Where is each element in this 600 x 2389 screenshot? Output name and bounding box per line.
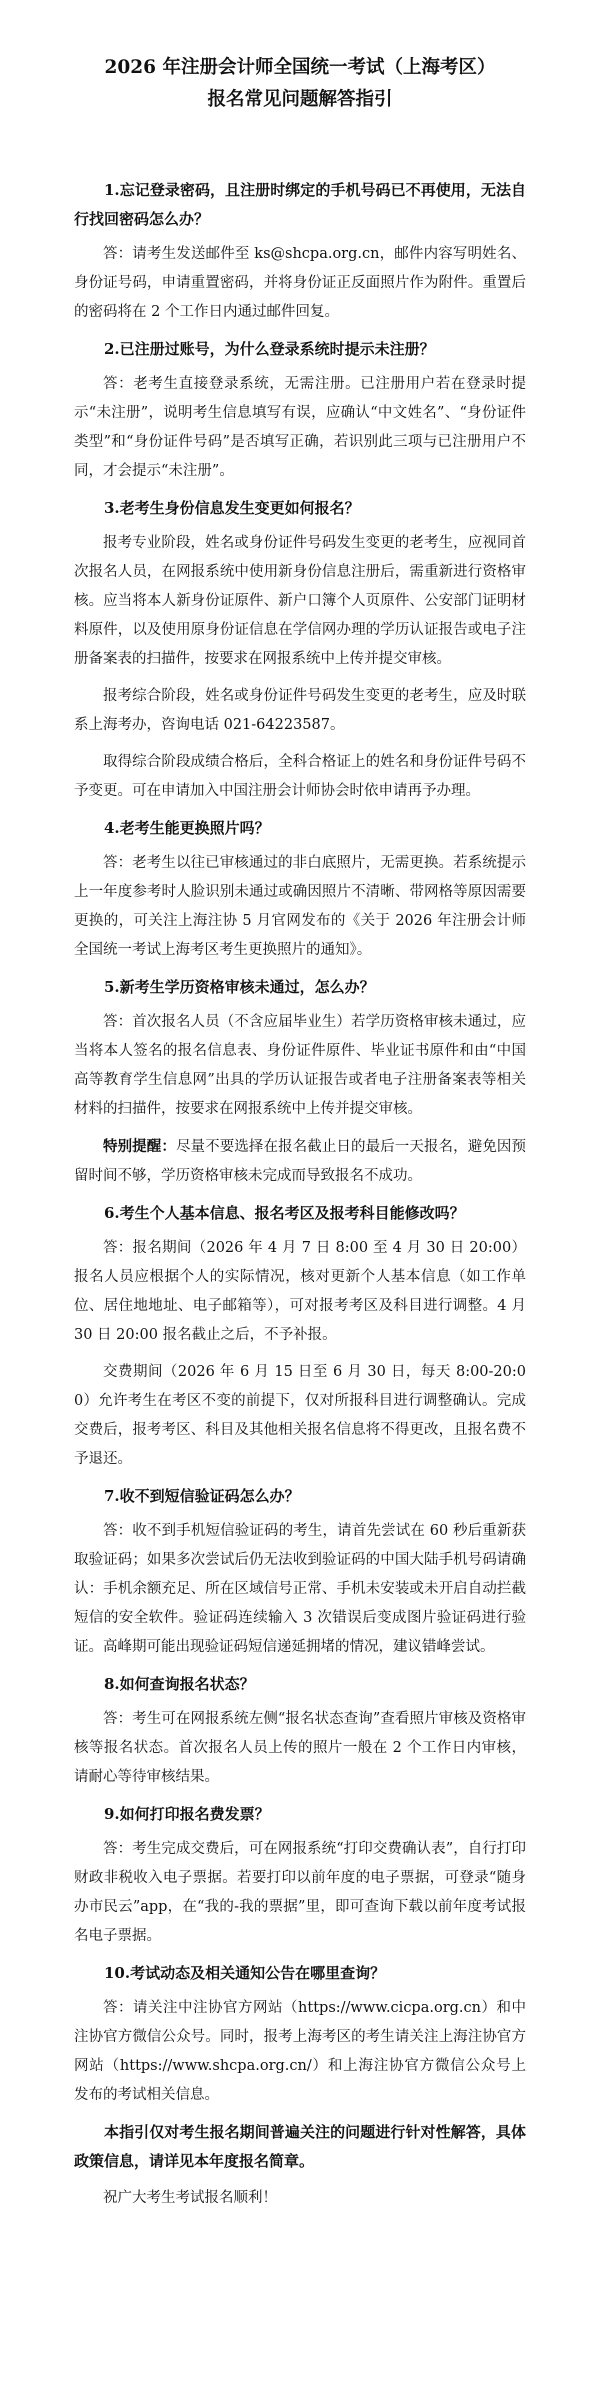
answer-paragraph bbox=[74, 1008, 526, 1124]
answer-text: 答：老考生以往已审核通过的非白底照片，无需更换。若系统提示上一年度参考时人脸识别未通过或确因照片不清晰、带网格等原因需要更换的，可关注上海注协 5 月官网发布的《关于 2026 年注册会计师全国统一考试上海考区考生更换照片的通知》。 bbox=[74, 855, 526, 958]
question-heading: 1.忘记登录密码，且注册时绑定的手机号码已不再使用，无法自行找回密码怎么办？ bbox=[74, 181, 526, 228]
answer-paragraph bbox=[74, 1835, 526, 1951]
answer-text: 答：请关注中注协官方网站（https://www.cicpa.org.cn）和中注协官方微信公众号。同时，报考上海考区的考生请关注上海注协官方网站（https://www.shcpa.org.cn/）和上海注协官方微信公众号上发布的考试相关信息。 bbox=[74, 2000, 526, 2103]
answer-text: 报考专业阶段，姓名或身份证件号码发生变更的老考生，应视同首次报名人员，在网报系统中使用新身份信息注册后，需重新进行资格审核。应当将本人新身份证原件、新户口簿个人页原件、公安部门证明材料原件，以及使用原身份证信息在学信网办理的学历认证报告或电子注册备案表的扫描件，按要求在网报系统中上传并提交审核。 bbox=[74, 535, 526, 667]
question-heading: 8.如何查询报名状态？ bbox=[104, 1675, 255, 1693]
question-heading: 3.老考生身份信息发生变更如何报名？ bbox=[104, 499, 360, 517]
document-title: 2026 年注册会计师全国统一考试（上海考区） bbox=[104, 57, 496, 78]
farewell-text: 祝广大考生考试报名顺利！ bbox=[103, 2190, 277, 2206]
answer-text: 答：老考生直接登录系统，无需注册。已注册用户若在登录时提示“未注册”，说明考生信息填写有误，应确认“中文姓名”、“身份证件类型”和“身份证件号码”是否填写正确，若识别此三项与已注册用户不同，才会提示“未注册”。 bbox=[74, 376, 526, 479]
answer-text: 尽量不要选择在报名截止日的最后一天报名，避免因预留时间不够，学历资格审核未完成而导致报名不成功。 bbox=[74, 1139, 527, 1184]
answer-text: 交费期间（2026 年 6 月 15 日至 6 月 30 日，每天 8:00-20:00）允许考生在考区不变的前提下，仅对所报科目进行调整确认。完成交费后，报考考区、科目及其他相关报名信息将不得更改，且报名费不予退还。 bbox=[74, 1364, 526, 1467]
question-heading: 6.考生个人基本信息、报名考区及报考科目能修改吗？ bbox=[104, 1204, 465, 1222]
answer-paragraph bbox=[74, 1994, 526, 2110]
answer-text: 报考综合阶段，姓名或身份证件号码发生变更的老考生，应及时联系上海考办，咨询电话 021-64223587。 bbox=[74, 688, 526, 733]
question-heading: 9.如何打印报名费发票？ bbox=[104, 1805, 270, 1823]
question-heading: 2.已注册过账号，为什么登录系统时提示未注册？ bbox=[104, 340, 435, 358]
answer-text: 答：请考生发送邮件至 ks@shcpa.org.cn，邮件内容写明姓名、身份证号码，申请重置密码，并将身份证正反面照片作为附件。重置后的密码将在 2 个工作日内通过邮件回复。 bbox=[74, 246, 526, 320]
answer-paragraph bbox=[74, 1358, 526, 1474]
answer-paragraph bbox=[74, 529, 526, 674]
answer-text: 答：考生可在网报系统左侧“报名状态查询”查看照片审核及资格审核等报名状态。首次报名人员上传的照片一般在 2 个工作日内审核，请耐心等待审核结果。 bbox=[74, 1711, 526, 1785]
answer-text: 答：考生完成交费后，可在网报系统“打印交费确认表”，自行打印财政非税收入电子票据。若要打印以前年度的电子票据，可登录“随身办市民云”app，在“我的-我的票据”里，即可查询下载以前年度考试报名电子票据。 bbox=[74, 1841, 526, 1944]
answer-paragraph bbox=[74, 1517, 526, 1662]
question-heading: 7.收不到短信验证码怎么办？ bbox=[104, 1487, 300, 1505]
answer-paragraph bbox=[74, 370, 526, 486]
answer-text: 取得综合阶段成绩合格后，全科合格证上的姓名和身份证件号码不予变更。可在申请加入中国注册会计师协会时依申请再予办理。 bbox=[74, 754, 526, 799]
answer-paragraph bbox=[74, 1705, 526, 1792]
special-reminder-label: 特别提醒： bbox=[103, 1138, 176, 1155]
qa-list bbox=[74, 176, 526, 2110]
answer-paragraph bbox=[74, 748, 526, 806]
answer-paragraph bbox=[74, 682, 526, 740]
answer-paragraph bbox=[74, 240, 526, 327]
answer-text: 答：收不到手机短信验证码的考生，请首先尝试在 60 秒后重新获取验证码；如果多次尝试后仍无法收到验证码的中国大陆手机号码请确认：手机余额充足、所在区域信号正常、手机未安装或未开启自动拦截短信的安全软件。验证码连续输入 3 次错误后变成图片验证码进行验证。高峰期可能出现验证码短信递延拥堵的情况，建议错峰尝试。 bbox=[74, 1523, 526, 1655]
question-heading: 5.新考生学历资格审核未通过，怎么办？ bbox=[104, 978, 375, 996]
question-heading: 10.考试动态及相关通知公告在哪里查询？ bbox=[104, 1964, 386, 1982]
answer-paragraph bbox=[74, 849, 526, 965]
answer-text: 答：报名期间（2026 年 4 月 7 日 8:00 至 4 月 30 日 20:00）报名人员应根据个人的实际情况，核对更新个人基本信息（如工作单位、居住地地址、电子邮箱等），可对报考考区及科目进行调整。4 月 30 日 20:00 报名截止之后，不予补报。 bbox=[74, 1240, 526, 1343]
answer-text: 答：首次报名人员（不含应届毕业生）若学历资格审核未通过，应当将本人签名的报名信息表、身份证件原件、毕业证书原件和由“中国高等教育学生信息网”出具的学历认证报告或者电子注册备案表等相关材料的扫描件，按要求在网报系统中上传并提交审核。 bbox=[74, 1014, 526, 1117]
answer-paragraph bbox=[74, 1234, 526, 1350]
closing-note: 本指引仅对考生报名期间普遍关注的问题进行针对性解答，具体政策信息，请详见本年度报名简章。 bbox=[74, 2123, 526, 2170]
answer-paragraph bbox=[74, 1132, 526, 1191]
question-heading: 4.老考生能更换照片吗？ bbox=[104, 819, 270, 837]
document-subtitle: 报名常见问题解答指引 bbox=[207, 89, 393, 110]
